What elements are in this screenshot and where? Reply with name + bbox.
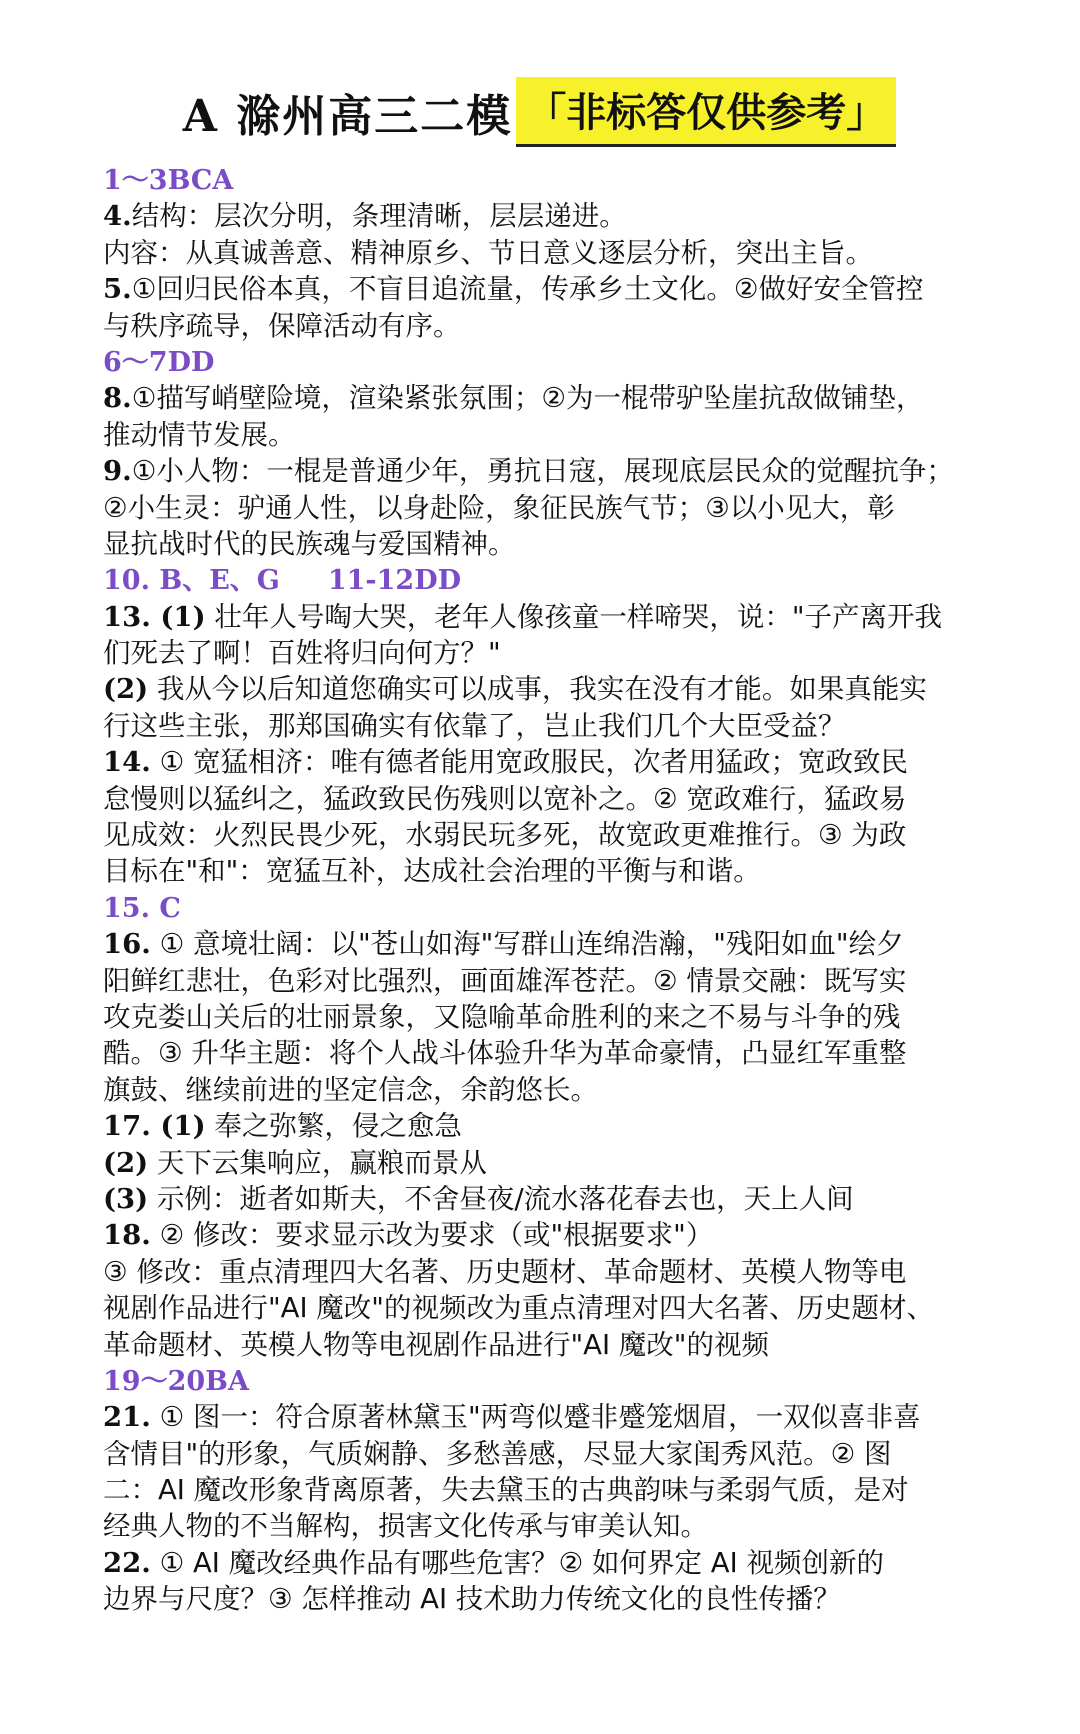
title-highlight-note: 「非标答仅供参考」 [516,77,896,147]
answer-text-line [103,635,983,671]
question-number: 5. [103,273,132,306]
answer-choice-line [103,562,983,598]
answer-text: 经典人物的不当解构，损害文化传承与审美认知。 [103,1510,708,1543]
answer-choice-line [103,162,983,198]
answer-text-line [103,1217,983,1253]
question-number: 13. (1) [103,600,206,633]
answer-text-line [103,1072,983,1108]
answer-text-line [103,1581,983,1617]
answer-text: 结构：层次分明，条理清晰，层层递进。 [131,200,627,233]
answer-text: 与秩序疏导，保障活动有序。 [103,309,461,342]
answer-text: 壮年人号啕大哭，老年人像孩童一样啼哭，说："子产离开我 [205,600,942,633]
answer-text-line [103,999,983,1035]
question-number: (3) [103,1182,149,1215]
answer-text: 推动情节发展。 [103,418,296,451]
answer-text: 视剧作品进行"AI 魔改"的视频改为重点清理对四大名著、历史题材、 [103,1292,934,1325]
answer-text: 边界与尺度？③ 怎样推动 AI 技术助力传统文化的良性传播？ [103,1583,841,1616]
answer-text-line [103,926,983,962]
answer-text: 含情目"的形象，气质娴静、多愁善感，尽显大家闺秀风范。② 图 [103,1437,892,1470]
answer-text-line [103,235,983,271]
answer-choice-line [103,1363,983,1399]
answer-text: 内容：从真诚善意、精神原乡、节日意义逐层分析，突出主旨。 [103,236,873,269]
answer-text: 二：AI 魔改形象背离原著，失去黛玉的古典韵味与柔弱气质，是对 [103,1474,909,1507]
answer-text-line [103,380,983,416]
question-number: 14. [103,746,151,779]
answer-text-line [103,708,983,744]
question-number: 18. [103,1219,151,1252]
answer-choice-text: 15. C [103,892,181,924]
question-number: 9. [103,455,132,488]
answer-text-line [103,744,983,780]
answer-text-line [103,526,983,562]
answer-text-line [103,1254,983,1290]
answer-text-line [103,1181,983,1217]
answer-text: 目标在"和"：宽猛互补，达成社会治理的平衡与和谐。 [103,855,761,888]
answer-text: ③ 修改：重点清理四大名著、历史题材、革命题材、英模人物等电 [103,1255,907,1288]
answer-text-line [103,853,983,889]
answer-text: ① 图一：符合原著林黛玉"两弯似蹙非蹙笼烟眉，一双似喜非喜 [150,1401,921,1434]
question-number: (2) [103,673,149,706]
answer-choice-line [103,890,983,926]
page-title: A 滁州高三二模 [182,91,513,142]
title-row [79,68,1000,156]
answer-choice-line [103,344,983,380]
answer-text-line [103,1327,983,1363]
answer-text: 怠慢则以猛纠之，猛政致民伤残则以宽补之。② 宽政难行，猛政易 [103,782,907,815]
answer-text: ① AI 魔改经典作品有哪些危害？② 如何界定 AI 视频创新的 [150,1546,884,1579]
answer-choice-text: 19～20BA [103,1365,249,1397]
answer-text-line [103,1290,983,1326]
answer-text: ②小生灵：驴通人性，以身赴险，象征民族气节；③以小见大，彰 [103,491,895,524]
answer-text: ①小人物：一棍是普通少年，勇抗日寇，展现底层民众的觉醒抗争； [131,455,954,488]
answer-text-line [103,1545,983,1581]
answer-text-line [103,417,983,453]
answer-text: ①回归民俗本真，不盲目追流量，传承乡土文化。②做好安全管控 [131,273,924,306]
answer-text: 行这些主张，那郑国确实有依靠了，岂止我们几个大臣受益？ [103,709,846,742]
answer-text: ② 修改：要求显示改为要求（或"根据要求"） [150,1219,714,1252]
question-number: 17. (1) [103,1110,206,1143]
answer-text-line [103,1399,983,1435]
answer-text: 显抗战时代的民族魂与爱国精神。 [103,527,516,560]
answer-text: 酷。③ 升华主题：将个人战斗体验升华为革命豪情，凸显红军重整 [103,1037,907,1070]
answer-text-line [103,1436,983,1472]
question-number: 21. [103,1401,151,1434]
answer-text: 奉之弥繁，侵之愈急 [205,1110,462,1143]
question-number: 8. [103,382,132,415]
answer-text: 我从今以后知道您确实可以成事，我实在没有才能。如果真能实 [148,673,927,706]
answer-choice-text: 6～7DD [103,346,215,378]
answer-choice-text: 10. B、E、G [103,565,280,597]
answer-text: 们死去了啊！百姓将归向何方？" [103,637,501,670]
answer-text-line [103,1508,983,1544]
answer-text-line [103,490,983,526]
answer-choice-text: 11-12DD [327,565,462,597]
answer-text-line [103,599,983,635]
answer-text-line [103,963,983,999]
answer-text: 旗鼓、继续前进的坚定信念，余韵悠长。 [103,1073,598,1106]
answer-text-line [103,1108,983,1144]
answer-text: ①描写峭壁险境，渲染紧张氛围；②为一棍带驴坠崖抗敌做铺垫， [131,382,924,415]
answer-text-line [103,781,983,817]
answer-text: 示例：逝者如斯夫，不舍昼夜/流水落花春去也，天上人间 [148,1182,854,1215]
answer-text-line [103,271,983,307]
answer-text: ① 宽猛相济：唯有德者能用宽政服民，次者用猛政；宽政致民 [150,746,908,779]
answer-text-line [103,817,983,853]
answer-text-line [103,1035,983,1071]
question-number: 4. [103,200,132,233]
answer-text-line [103,1472,983,1508]
answer-text: 见成效：火烈民畏少死，水弱民玩多死，故宽政更难推行。③ 为政 [103,819,907,852]
answer-text-line [103,198,983,234]
answer-text-line [103,1145,983,1181]
answer-text: 革命题材、英模人物等电视剧作品进行"AI 魔改"的视频 [103,1328,769,1361]
question-number: 16. [103,928,151,961]
answer-choice-text: 1～3BCA [103,165,234,196]
answer-text-line [103,308,983,344]
answer-text: 阳鲜红悲壮，色彩对比强烈，画面雄浑苍茫。② 情景交融：既写实 [103,964,907,997]
answer-text: 攻克娄山关后的壮丽景象，又隐喻革命胜利的来之不易与斗争的残 [103,1000,901,1033]
answer-content [103,162,983,1618]
answer-text-line [103,671,983,707]
answer-text: ① 意境壮阔：以"苍山如海"写群山连绵浩瀚，"残阳如血"绘夕 [150,928,904,961]
question-number: 22. [103,1546,151,1579]
answer-text: 天下云集响应，赢粮而景从 [148,1146,487,1179]
answer-text-line [103,453,983,489]
question-number: (2) [103,1146,149,1179]
